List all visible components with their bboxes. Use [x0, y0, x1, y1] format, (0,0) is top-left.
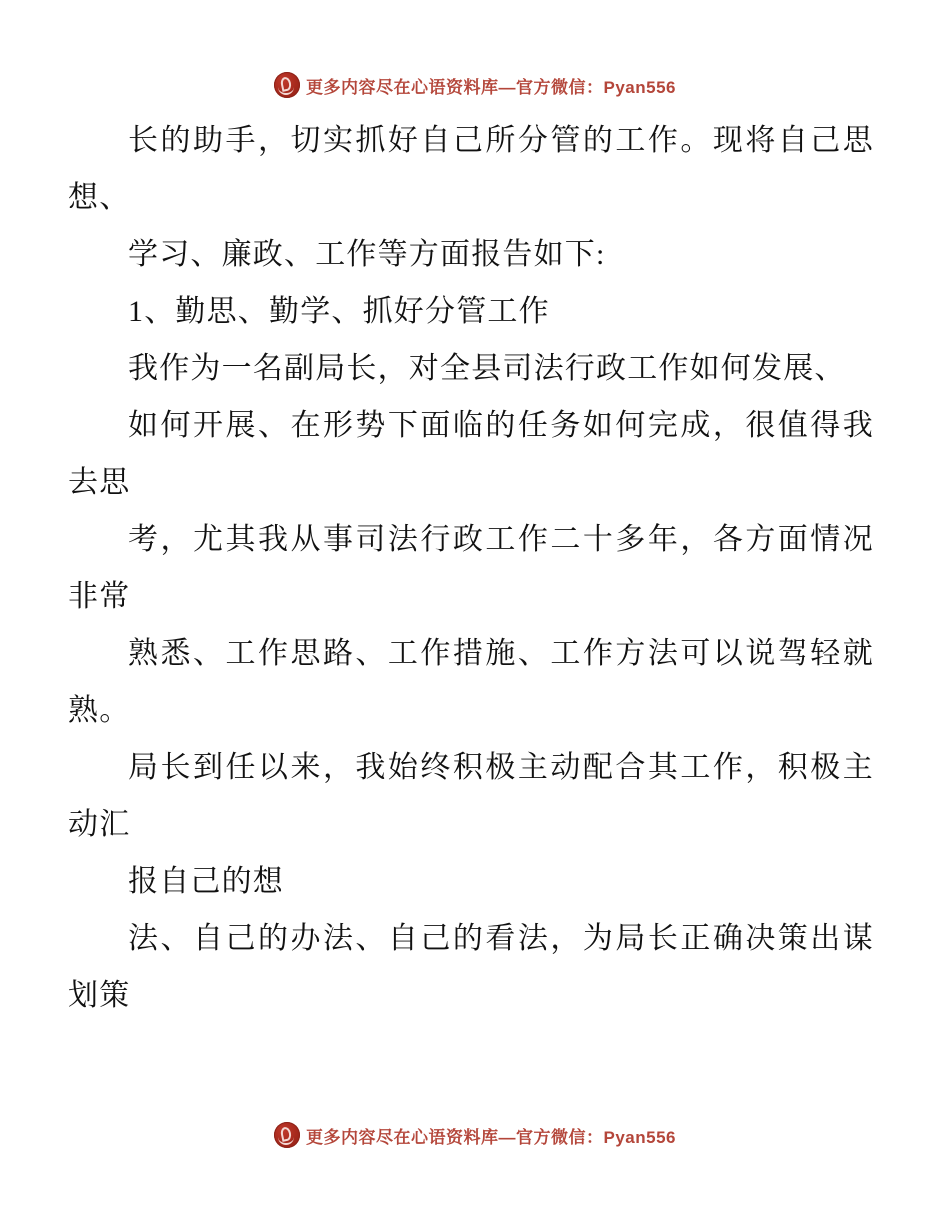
paragraph: 长的助手，切实抓好自己所分管的工作。现将自己思想、: [68, 124, 874, 214]
watermark-banner-bottom: [0, 1122, 950, 1148]
paragraph: 报自己的想: [128, 865, 284, 898]
watermark-banner-bottom-text: [306, 1123, 676, 1148]
watermark-text-main: 更多内容尽在心语资料库—官方微信：: [306, 1127, 604, 1147]
document-text-body: [0, 112, 950, 1024]
paragraph: 我作为一名副局长，对全县司法行政工作如何发展、: [128, 352, 846, 385]
watermark-text-main: 更多内容尽在心语资料库—官方微信：: [306, 77, 604, 97]
paragraph: 1、勤思、勤学、抓好分管工作: [128, 295, 550, 328]
paragraph: 局长到任以来，我始终积极主动配合其工作，积极主动汇: [68, 751, 874, 841]
paragraph: 法、自己的办法、自己的看法，为局长正确决策出谋划策: [68, 922, 874, 1012]
paragraph: 学习、廉政、工作等方面报告如下:: [128, 238, 606, 271]
paragraph: 如何开展、在形势下面临的任务如何完成，很值得我去思: [68, 409, 874, 499]
seal-logo-icon: [274, 1122, 300, 1148]
paragraph: 考，尤其我从事司法行政工作二十多年，各方面情况非常: [68, 523, 874, 613]
watermark-text-account: Pyan556: [603, 77, 676, 97]
watermark-banner-top-text: [306, 73, 676, 98]
watermark-text-account: Pyan556: [603, 1127, 676, 1147]
paragraph: 熟悉、工作思路、工作措施、工作方法可以说驾轻就熟。: [68, 637, 874, 727]
seal-logo-icon: [274, 72, 300, 98]
watermark-banner-top: [0, 72, 950, 98]
